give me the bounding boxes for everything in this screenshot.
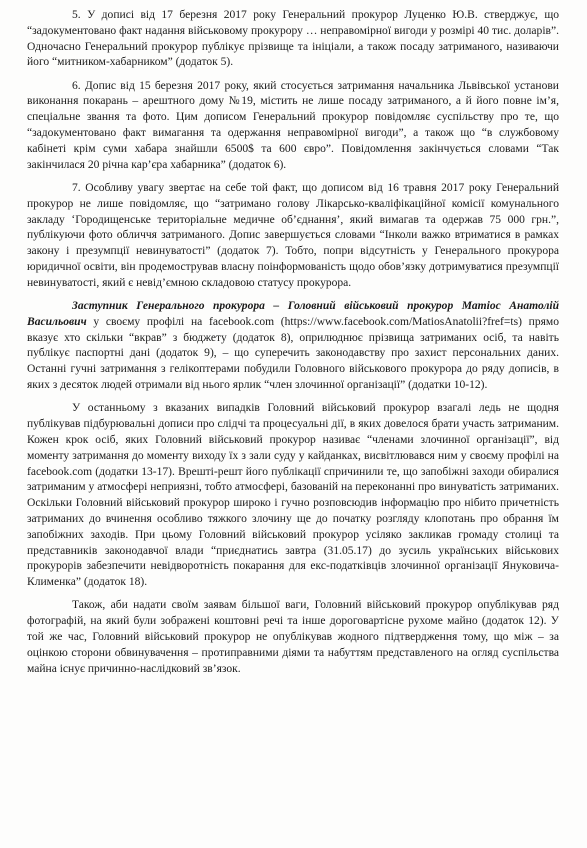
- paragraph-matios: [27, 299, 559, 394]
- paragraph-5: 5. У дописі від 17 березня 2017 року Генеральний прокурор Луценко Ю.В. стверджує, що “задокументовано факт надання військовому прокурору … неправомірної вигоди у розмірі 40 тис. доларів”. Одночасно Генеральний прокурор публікує прізвище та ініціали, а також посаду затриманого, називаючи його “митником-хабарником” (додаток 5).: [27, 9, 559, 69]
- paragraph-latest-case: У останньому з вказаних випадків Головний військовий прокурор взагалі ледь не щодня публікував підбурювальні дописи про слідчі та процесуальні дії, в яких довелося брати участь затриманим. Кожен крок осіб, яких Головний військовий прокурор називає “членами злочинної організації”, від моменту затримання до моменту виходу їх з зали суду у кайданках, висвітлювався ним у своєму профілі на facebook.com (додатки 13-17). Врешті-решт його публікації спричинили те, що запобіжні заходи обиралися затриманим у атмосфері неприязні, тобто атмосфері, базованій на переконанні про винуватість затриманих. Оскільки Головний військовий прокурор широко і гучно розповсюдив інформацію про нібито причетність затриманих до вчинення особливо тяжкого злочину ще до початку розгляду клопотань про обрання їм запобіжних заходів. При цьому Головний військовий прокурор усіляко закликав громаду столиці та представників законодавчої влади “приєднатись завтра (31.05.17) до зусиль українських військових прокурорів забезпечити невідворотність покарання для екс-податківців злочинної організації Януковича-Клименка” (додаток 18).: [27, 402, 559, 589]
- paragraph-photos: Також, аби надати своїм заявам більшої ваги, Головний військовий прокурор опублікував ряд фотографій, на який були зображені коштовні речі та інше дороговартісне рухоме майно (додаток 12). У той же час, Головний військовий прокурор не опублікував жодного підтвердження тому, що між – за оцінкою сторони обвинувачення – протиправними діями та набуттям представленого на огляд суспільства майна існує причинно-наслідковий зв’язок.: [27, 599, 559, 675]
- paragraph-matios-body: у своєму профілі на facebook.com (https://www.facebook.com/MatiosAnatolii?fref=ts) прямо вказує хто скільки “вкрав” з бюджету (додаток 8), оприлюднює прізвища затриманих осіб, та навіть публікує паспортні дані (додаток 9), – що суперечить законодавству про захист персональних даних. Останні гучні затримання з гелікоптерами побудили Головного військового прокурора до ряду дописів, в яких з десяток людей отримали від нього ярлик “член злочинної організації” (додатки 10-12).: [27, 315, 559, 392]
- paragraph-matios-bold-lead: Заступник Генерального прокурора – Головний військовий прокурор Матіос Анатолій Васильович: [27, 300, 559, 328]
- paragraph-6: 6. Допис від 15 березня 2017 року, який стосується затримання начальника Львівської установи виконання покарань – арештного дому №19, містить не лише посаду затриманого, а й його повне ім’я, спеціальне звання та фото. Цим дописом Генеральний прокурор повідомляє суспільству про те, що “задокументовано факт вимагання та одержання неправомірної вигоди”, а також що “в службовому кабінеті крім суми хабара знайшли 6500$ та 600 євро”. Повідомлення закінчується словами “Так закінчилася 20 річна кар’єра хабарника” (додаток 6).: [27, 79, 559, 171]
- paragraph-7: 7. Особливу увагу звертає на себе той факт, що дописом від 16 травня 2017 року Генеральний прокурор не лише повідомляє, що “затримано голову Лікарсько-кваліфікаційної комісії комунального закладу ‘Городищенське територіальне медичне об’єднання’, який вимагав та одержав 75 000 грн.”, публікуючи фото обличчя затриманого. Допис завершується словами “Інколи важко втриматися в рамках закону і презумпції невинуватості” (додаток 7). Тобто, попри відсутність у Генерального прокурора юридичної освіти, він продемострував власну поінформованість щодо обов’язку дотримуватися презумпції невинуватості, який є невід’ємною складовою статусу прокурора.: [27, 181, 559, 289]
